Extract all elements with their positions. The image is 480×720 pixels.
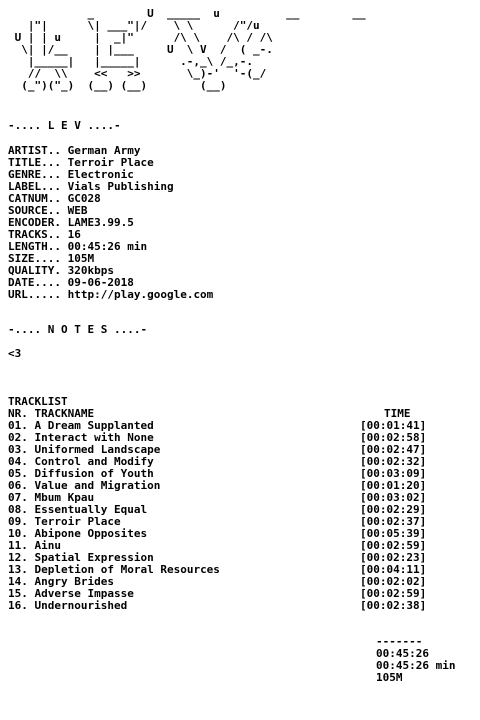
info-value: Terroir Place (67, 156, 154, 169)
info-value: http://play.google.com (67, 288, 214, 301)
track-name: Uniformed Landscape (34, 443, 161, 456)
tracklist (8, 396, 448, 612)
totals-time: 00:45:26 (376, 647, 429, 660)
totals (376, 636, 455, 684)
info-key: TRACKS.. (8, 228, 61, 241)
totals-rule: ------- (376, 635, 423, 648)
track-number: 16. (8, 599, 28, 612)
track-time: [00:02:59] (360, 539, 427, 552)
header-divider-text: -.... L E V ....- (8, 119, 121, 132)
track-time: [00:03:02] (360, 491, 427, 504)
ascii-art-line: // \\ << >> \_)-' '-(_/ (8, 67, 267, 80)
info-value: 16 (67, 228, 81, 241)
info-row-catnum (8, 192, 213, 204)
info-row-size (8, 252, 213, 264)
tracklist-header-nr: NR. TRACKNAME (8, 407, 95, 420)
ascii-art-logo (8, 8, 366, 92)
track-name: Angry Brides (34, 575, 114, 588)
track-time: [00:02:37] (360, 515, 427, 528)
ascii-art-line: U | | u | _|" /\ \ /\ / /\ (8, 31, 273, 44)
info-key: LABEL... (8, 180, 61, 193)
info-key: LENGTH.. (8, 240, 61, 253)
track-row (8, 600, 448, 612)
info-row-artist (8, 144, 213, 156)
ascii-art-line: _ U _____ u __ __ (8, 7, 366, 20)
info-value: 09-06-2018 (67, 276, 134, 289)
track-time: [00:04:11] (360, 563, 427, 576)
notes-body (8, 348, 21, 360)
track-number: 04. (8, 455, 28, 468)
track-name: Abipone Opposites (34, 527, 148, 540)
track-number: 06. (8, 479, 28, 492)
info-row-label (8, 180, 213, 192)
track-name: Ainu (34, 539, 61, 552)
info-row-length (8, 240, 213, 252)
track-name: Essentually Equal (34, 503, 148, 516)
track-name: Depletion of Moral Resources (34, 563, 220, 576)
tracklist-title: TRACKLIST (8, 395, 68, 408)
totals-size: 105M (376, 671, 403, 684)
track-number: 01. (8, 419, 28, 432)
info-row-genre (8, 168, 213, 180)
track-number: 10. (8, 527, 28, 540)
info-value: GC028 (67, 192, 101, 205)
notes-divider-text: -.... N O T E S ....- (8, 323, 148, 336)
ascii-art-line: |"| \| ___"|/ \ \ /"/u (8, 19, 260, 32)
info-key: ENCODER. (8, 216, 61, 229)
info-key: URL..... (8, 288, 61, 301)
track-name: Control and Modify (34, 455, 154, 468)
track-name: Interact with None (34, 431, 154, 444)
track-name: Spatial Expression (34, 551, 154, 564)
track-time: [00:02:29] (360, 503, 427, 516)
ascii-art-line: |_____| |_____| .-,_\ /_,-. (8, 55, 254, 68)
info-key: DATE.... (8, 276, 61, 289)
track-time: [00:05:39] (360, 527, 427, 540)
track-time: [00:02:38] (360, 599, 427, 612)
info-value: Vials Publishing (67, 180, 174, 193)
notes-text: <3 (8, 347, 22, 360)
info-value: German Army (67, 144, 141, 157)
track-name: Diffusion of Youth (34, 467, 154, 480)
track-number: 14. (8, 575, 28, 588)
track-number: 08. (8, 503, 28, 516)
track-number: 03. (8, 443, 28, 456)
track-name: Mbum Kpau (34, 491, 95, 504)
info-key: SOURCE.. (8, 204, 61, 217)
track-name: Undernourished (34, 599, 128, 612)
ascii-art-line: \| |/__ | |___ U \ V / ( _-. (8, 43, 273, 56)
track-time: [00:02:47] (360, 443, 427, 456)
track-time: [00:02:23] (360, 551, 427, 564)
notes-divider (8, 324, 147, 336)
track-name: Terroir Place (34, 515, 121, 528)
info-row-tracks (8, 228, 213, 240)
info-key: QUALITY. (8, 264, 61, 277)
tracklist-header-time: TIME (384, 407, 411, 420)
info-value: 320kbps (67, 264, 114, 277)
track-rows (8, 420, 448, 612)
track-time: [00:02:59] (360, 587, 427, 600)
info-value: 00:45:26 min (67, 240, 148, 253)
track-number: 13. (8, 563, 28, 576)
track-time: [00:01:20] (360, 479, 427, 492)
info-value: Electronic (67, 168, 134, 181)
info-value: LAME3.99.5 (67, 216, 134, 229)
release-info (8, 144, 213, 300)
track-number: 07. (8, 491, 28, 504)
track-number: 05. (8, 467, 28, 480)
info-row-title (8, 156, 213, 168)
track-number: 02. (8, 431, 28, 444)
info-key: ARTIST.. (8, 144, 61, 157)
info-key: GENRE... (8, 168, 61, 181)
track-number: 15. (8, 587, 28, 600)
info-key: TITLE... (8, 156, 61, 169)
track-time: [00:02:02] (360, 575, 427, 588)
track-name: Adverse Impasse (34, 587, 134, 600)
info-key: CATNUM.. (8, 192, 61, 205)
track-time: [00:03:09] (360, 467, 427, 480)
info-row-quality (8, 264, 213, 276)
info-row-source (8, 204, 213, 216)
info-key: SIZE.... (8, 252, 61, 265)
track-time: [00:01:41] (360, 419, 427, 432)
track-time: [00:02:32] (360, 455, 427, 468)
track-name: Value and Migration (34, 479, 161, 492)
ascii-art-line: (_")("_) (__) (__) (__) (8, 79, 227, 92)
track-name: A Dream Supplanted (34, 419, 154, 432)
info-row-date (8, 276, 213, 288)
track-number: 09. (8, 515, 28, 528)
totals-length: 00:45:26 min (376, 659, 456, 672)
track-time: [00:02:58] (360, 431, 427, 444)
info-row-url (8, 288, 213, 300)
track-number: 11. (8, 539, 28, 552)
info-row-encoder (8, 216, 213, 228)
track-number: 12. (8, 551, 28, 564)
info-value: WEB (67, 204, 88, 217)
header-divider (8, 120, 121, 132)
info-value: 105M (67, 252, 95, 265)
